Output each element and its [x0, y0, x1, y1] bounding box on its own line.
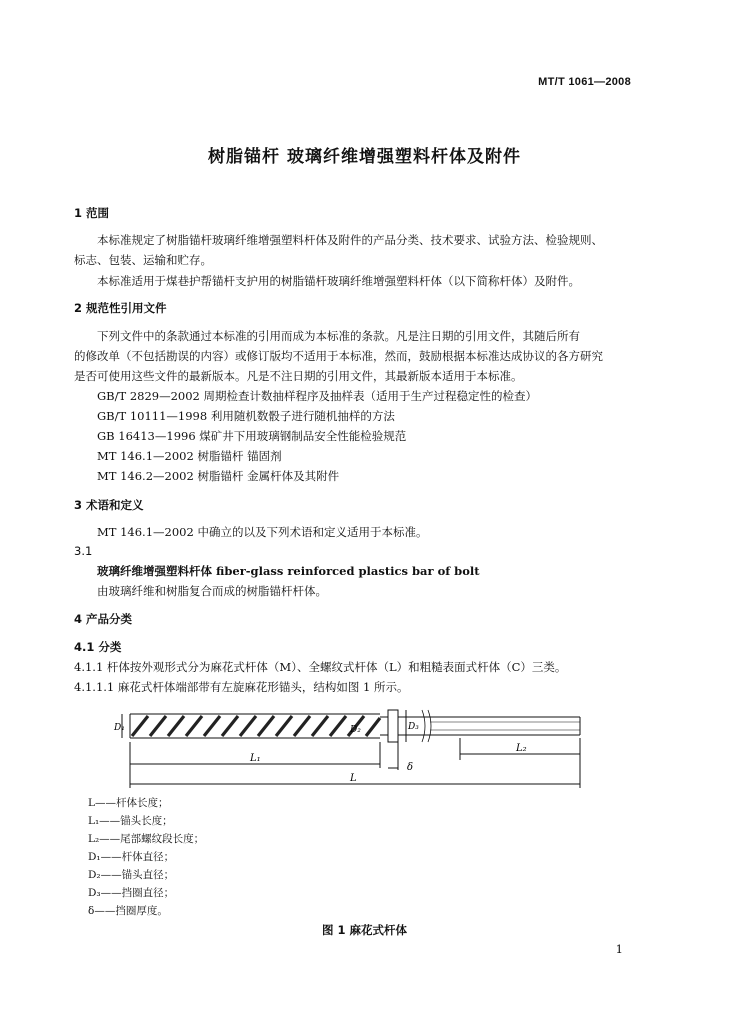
legend-item: L₁——锚头长度；: [88, 815, 173, 827]
legend-item: δ——挡圈厚度。: [88, 905, 168, 917]
label-L: L: [350, 773, 357, 784]
label-D1: D₁: [114, 723, 125, 733]
legend-item: D₁——杆体直径；: [88, 851, 175, 863]
section-3-para: MT 146.1—2002 中确立的以及下列术语和定义适用于本标准。: [97, 525, 428, 539]
clause-4-1-1-1: 4.1.1.1 麻花式杆体端部带有左旋麻花形锚头，结构如图 1 所示。: [74, 680, 409, 694]
legend-item: D₃——挡圈直径；: [88, 887, 175, 899]
clause-4-1-1: 4.1.1 杆体按外观形式分为麻花式杆体（M）、全螺纹式杆体（L）和粗糙表面式杆体（C）三类。: [74, 660, 567, 674]
legend-item: L——杆体长度；: [88, 797, 169, 809]
section-2-line-1: 下列文件中的条款通过本标准的引用而成为本标准的条款。凡是注日期的引用文件，其随后所有: [97, 329, 580, 343]
clause-number: 3.1: [74, 544, 93, 558]
reference-item: GB 16413—1996 煤矿井下用玻璃钢制品安全性能检验规范: [97, 429, 407, 443]
reference-item: GB/T 10111—1998 利用随机数骰子进行随机抽样的方法: [97, 409, 395, 423]
legend-item: L₂——尾部螺纹段长度；: [88, 833, 205, 845]
section-2-heading: 2 规范性引用文件: [74, 301, 167, 315]
clause-4-1-heading: 4.1 分类: [74, 640, 122, 654]
legend-item: D₂——锚头直径；: [88, 869, 175, 881]
twist-pattern: [132, 716, 380, 736]
section-1-para-2: 本标准适用于煤巷护帮锚杆支护用的树脂锚杆玻璃纤维增强塑料杆体（以下简称杆体）及附件。: [97, 274, 580, 288]
reference-item: GB/T 2829—2002 周期检查计数抽样程序及抽样表（适用于生产过程稳定性的检查）: [97, 389, 538, 403]
figure-caption: 图 1 麻花式杆体: [321, 923, 407, 937]
reference-item: MT 146.2—2002 树脂锚杆 金属杆体及其附件: [97, 469, 340, 483]
section-2-line-2: 的修改单（不包括勘误的内容）或修订版均不适用于本标准，然而，鼓励根据本标准达成协议的各方研究: [74, 349, 603, 363]
section-4-heading: 4 产品分类: [74, 612, 133, 626]
reference-item: MT 146.1—2002 树脂锚杆 锚固剂: [97, 449, 282, 463]
section-1-para-1-line-1: 本标准规定了树脂锚杆玻璃纤维增强塑料杆体及附件的产品分类、技术要求、试验方法、检验规则、: [97, 233, 603, 247]
section-2-line-3: 是否可使用这些文件的最新版本。凡是不注日期的引用文件，其最新版本适用于本标准。: [74, 369, 523, 383]
label-delta: δ: [407, 762, 414, 773]
page-title: 树脂锚杆 玻璃纤维增强塑料杆体及附件: [208, 147, 521, 167]
section-1-para-1-line-2: 标志、包装、运输和贮存。: [74, 253, 212, 267]
figure-1-drawing: [110, 698, 600, 794]
page-number: 1: [615, 942, 623, 956]
standard-number: MT/T 1061—2008: [538, 76, 631, 88]
break-mark: [422, 710, 431, 742]
term-definition: 由玻璃纤维和树脂复合而成的树脂锚杆杆体。: [97, 584, 327, 598]
label-L1: L₁: [250, 753, 261, 764]
retaining-ring: [388, 710, 398, 742]
label-L2: L₂: [516, 743, 527, 754]
term-name: 玻璃纤维增强塑料杆体 fiber-glass reinforced plastics bar of bolt: [97, 564, 480, 578]
section-1-heading: 1 范围: [74, 206, 110, 220]
label-D3: D₃: [408, 722, 419, 732]
section-3-heading: 3 术语和定义: [74, 498, 144, 512]
label-D2: D₂: [350, 725, 361, 735]
